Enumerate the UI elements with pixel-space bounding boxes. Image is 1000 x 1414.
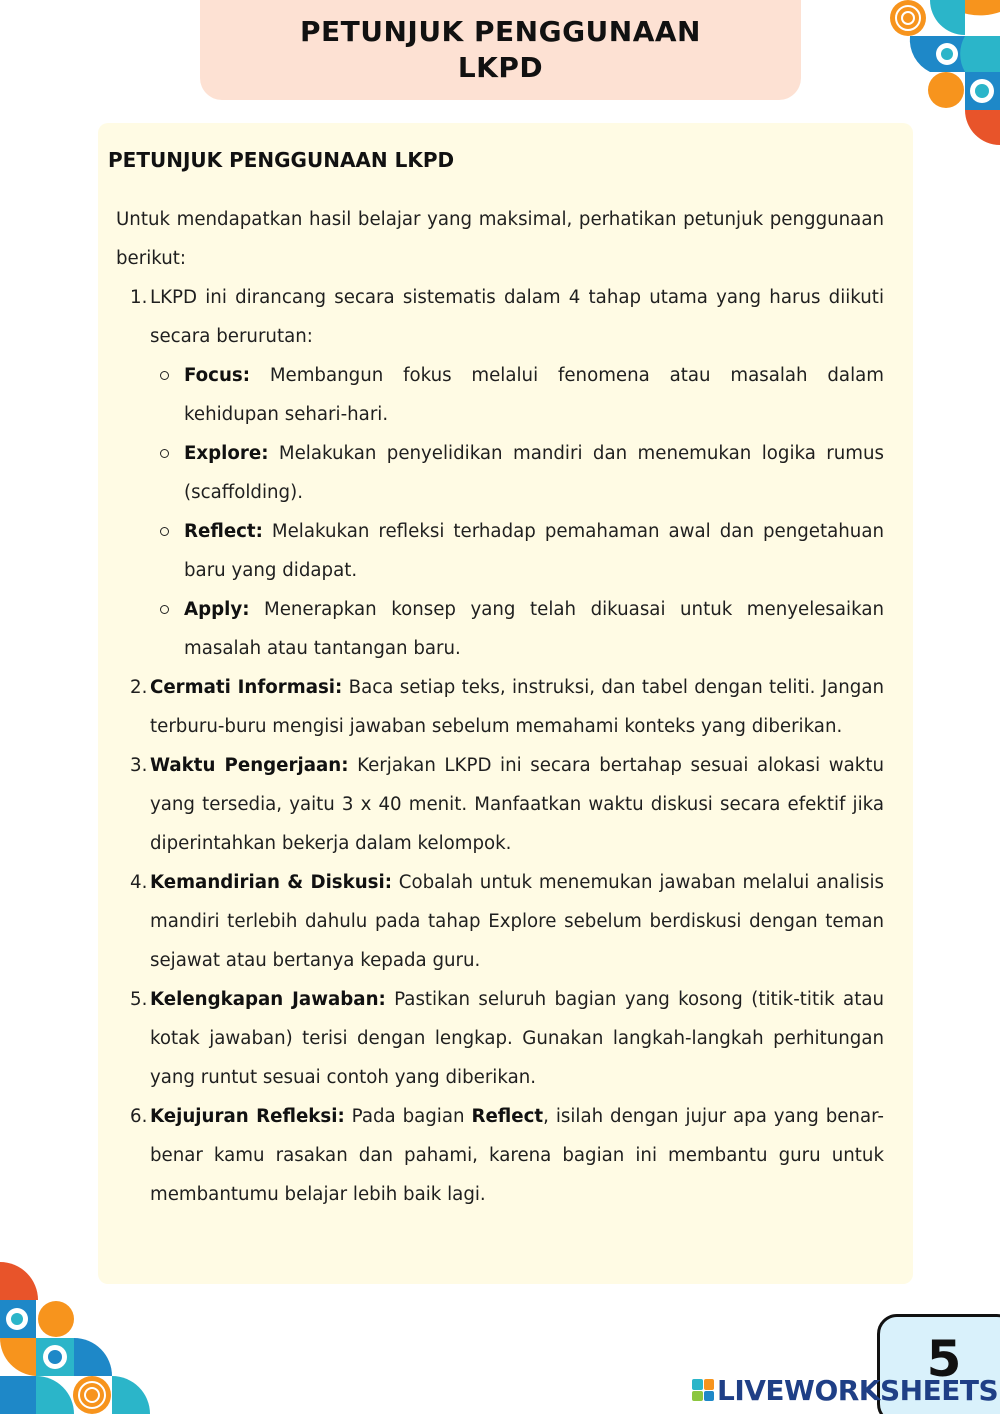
liveworksheets-watermark[interactable] <box>692 1372 998 1408</box>
list-item <box>116 746 884 863</box>
stage-description: Melakukan penyelidikan mandiri dan menemukan logika rumus (scaffolding). <box>184 443 884 503</box>
list-item <box>116 863 884 980</box>
list-item-text: Kerjakan LKPD ini secara bertahap sesuai alokasi waktu yang tersedia, yaitu 3 x 40 menit. Manfaatkan waktu diskusi secara efektif jika diperintahkan bekerja dalam kelompok. <box>150 755 884 854</box>
stage-item-apply <box>150 590 884 668</box>
stage-label: Apply: <box>184 599 250 620</box>
list-item-text: Cobalah untuk menemukan jawaban melalui analisis mandiri terlebih dahulu pada tahap Explore sebelum berdiskusi dengan teman sejawat atau bertanya kepada guru. <box>150 872 884 971</box>
list-item <box>116 980 884 1097</box>
intro-paragraph: Untuk mendapatkan hasil belajar yang maksimal, perhatikan petunjuk penggunaan berikut: <box>116 209 884 269</box>
stage-label: Focus: <box>184 365 251 386</box>
circle-bullet-icon <box>160 605 169 614</box>
page-number: 5 <box>926 1330 962 1388</box>
stage-description: Menerapkan konsep yang telah dikuasai untuk menyelesaikan masalah atau tantangan baru. <box>184 599 884 659</box>
list-item-text: , isilah dengan jujur apa yang benar-benar kamu rasakan dan pahami, karena bagian ini membantu guru untuk membantumu belajar lebih baik lagi. <box>150 1106 884 1205</box>
stage-label: Reflect: <box>184 521 263 542</box>
list-item-number: 4. <box>130 872 148 893</box>
list-item-label: Waktu Pengerjaan: <box>150 755 349 776</box>
list-item-number: 2. <box>130 677 148 698</box>
page-header <box>200 0 801 100</box>
list-item-text: Pastikan seluruh bagian yang kosong (titik-titik atau kotak jawaban) terisi dengan lengkap. Gunakan langkah-langkah perhitungan yang runtut sesuai contoh yang diberikan. <box>150 989 884 1088</box>
list-item <box>116 668 884 746</box>
list-item-label: Kejujuran Refleksi: <box>150 1106 345 1127</box>
stage-item-reflect <box>150 512 884 590</box>
list-item <box>116 1097 884 1214</box>
card-title: PETUNJUK PENGGUNAAN LKPD <box>108 148 455 172</box>
list-item-number: 1. <box>130 287 148 308</box>
circle-bullet-icon <box>160 371 169 380</box>
header-title-line2: LKPD <box>457 51 544 84</box>
instructions-body <box>116 200 884 1214</box>
list-item <box>116 278 884 668</box>
liveworksheets-logo-icon <box>692 1379 714 1401</box>
corner-decoration-bottom-left <box>0 1262 150 1414</box>
header-title-line1: PETUNJUK PENGGUNAAN <box>299 15 701 48</box>
list-item-label: Kelengkapan Jawaban: <box>150 989 386 1010</box>
stage-description: Membangun fokus melalui fenomena atau masalah dalam kehidupan sehari-hari. <box>184 365 884 425</box>
list-item-label: Kemandirian & Diskusi: <box>150 872 393 893</box>
list-item-inline-bold: Reflect <box>471 1106 544 1127</box>
list-item-text: Baca setiap teks, instruksi, dan tabel dengan teliti. Jangan terburu-buru mengisi jawaban sebelum memahami konteks yang diberikan. <box>150 677 884 737</box>
list-item-number: 3. <box>130 755 148 776</box>
circle-bullet-icon <box>160 527 169 536</box>
stage-item-explore <box>150 434 884 512</box>
stage-list <box>150 356 884 668</box>
circle-bullet-icon <box>160 449 169 458</box>
instructions-card <box>98 123 913 1284</box>
stage-item-focus <box>150 356 884 434</box>
watermark-text: LIVEWORKSHEETS <box>717 1373 999 1407</box>
list-item-text: Pada bagian <box>344 1106 472 1127</box>
list-item-number: 5. <box>130 989 148 1010</box>
instructions-list <box>116 278 884 1214</box>
stage-description: Melakukan refleksi terhadap pemahaman awal dan pengetahuan baru yang didapat. <box>184 521 884 581</box>
list-item-text: LKPD ini dirancang secara sistematis dalam 4 tahap utama yang harus diikuti secara berurutan: <box>150 287 884 347</box>
stage-label: Explore: <box>184 443 269 464</box>
list-item-number: 6. <box>130 1106 148 1127</box>
list-item-label: Cermati Informasi: <box>150 677 343 698</box>
